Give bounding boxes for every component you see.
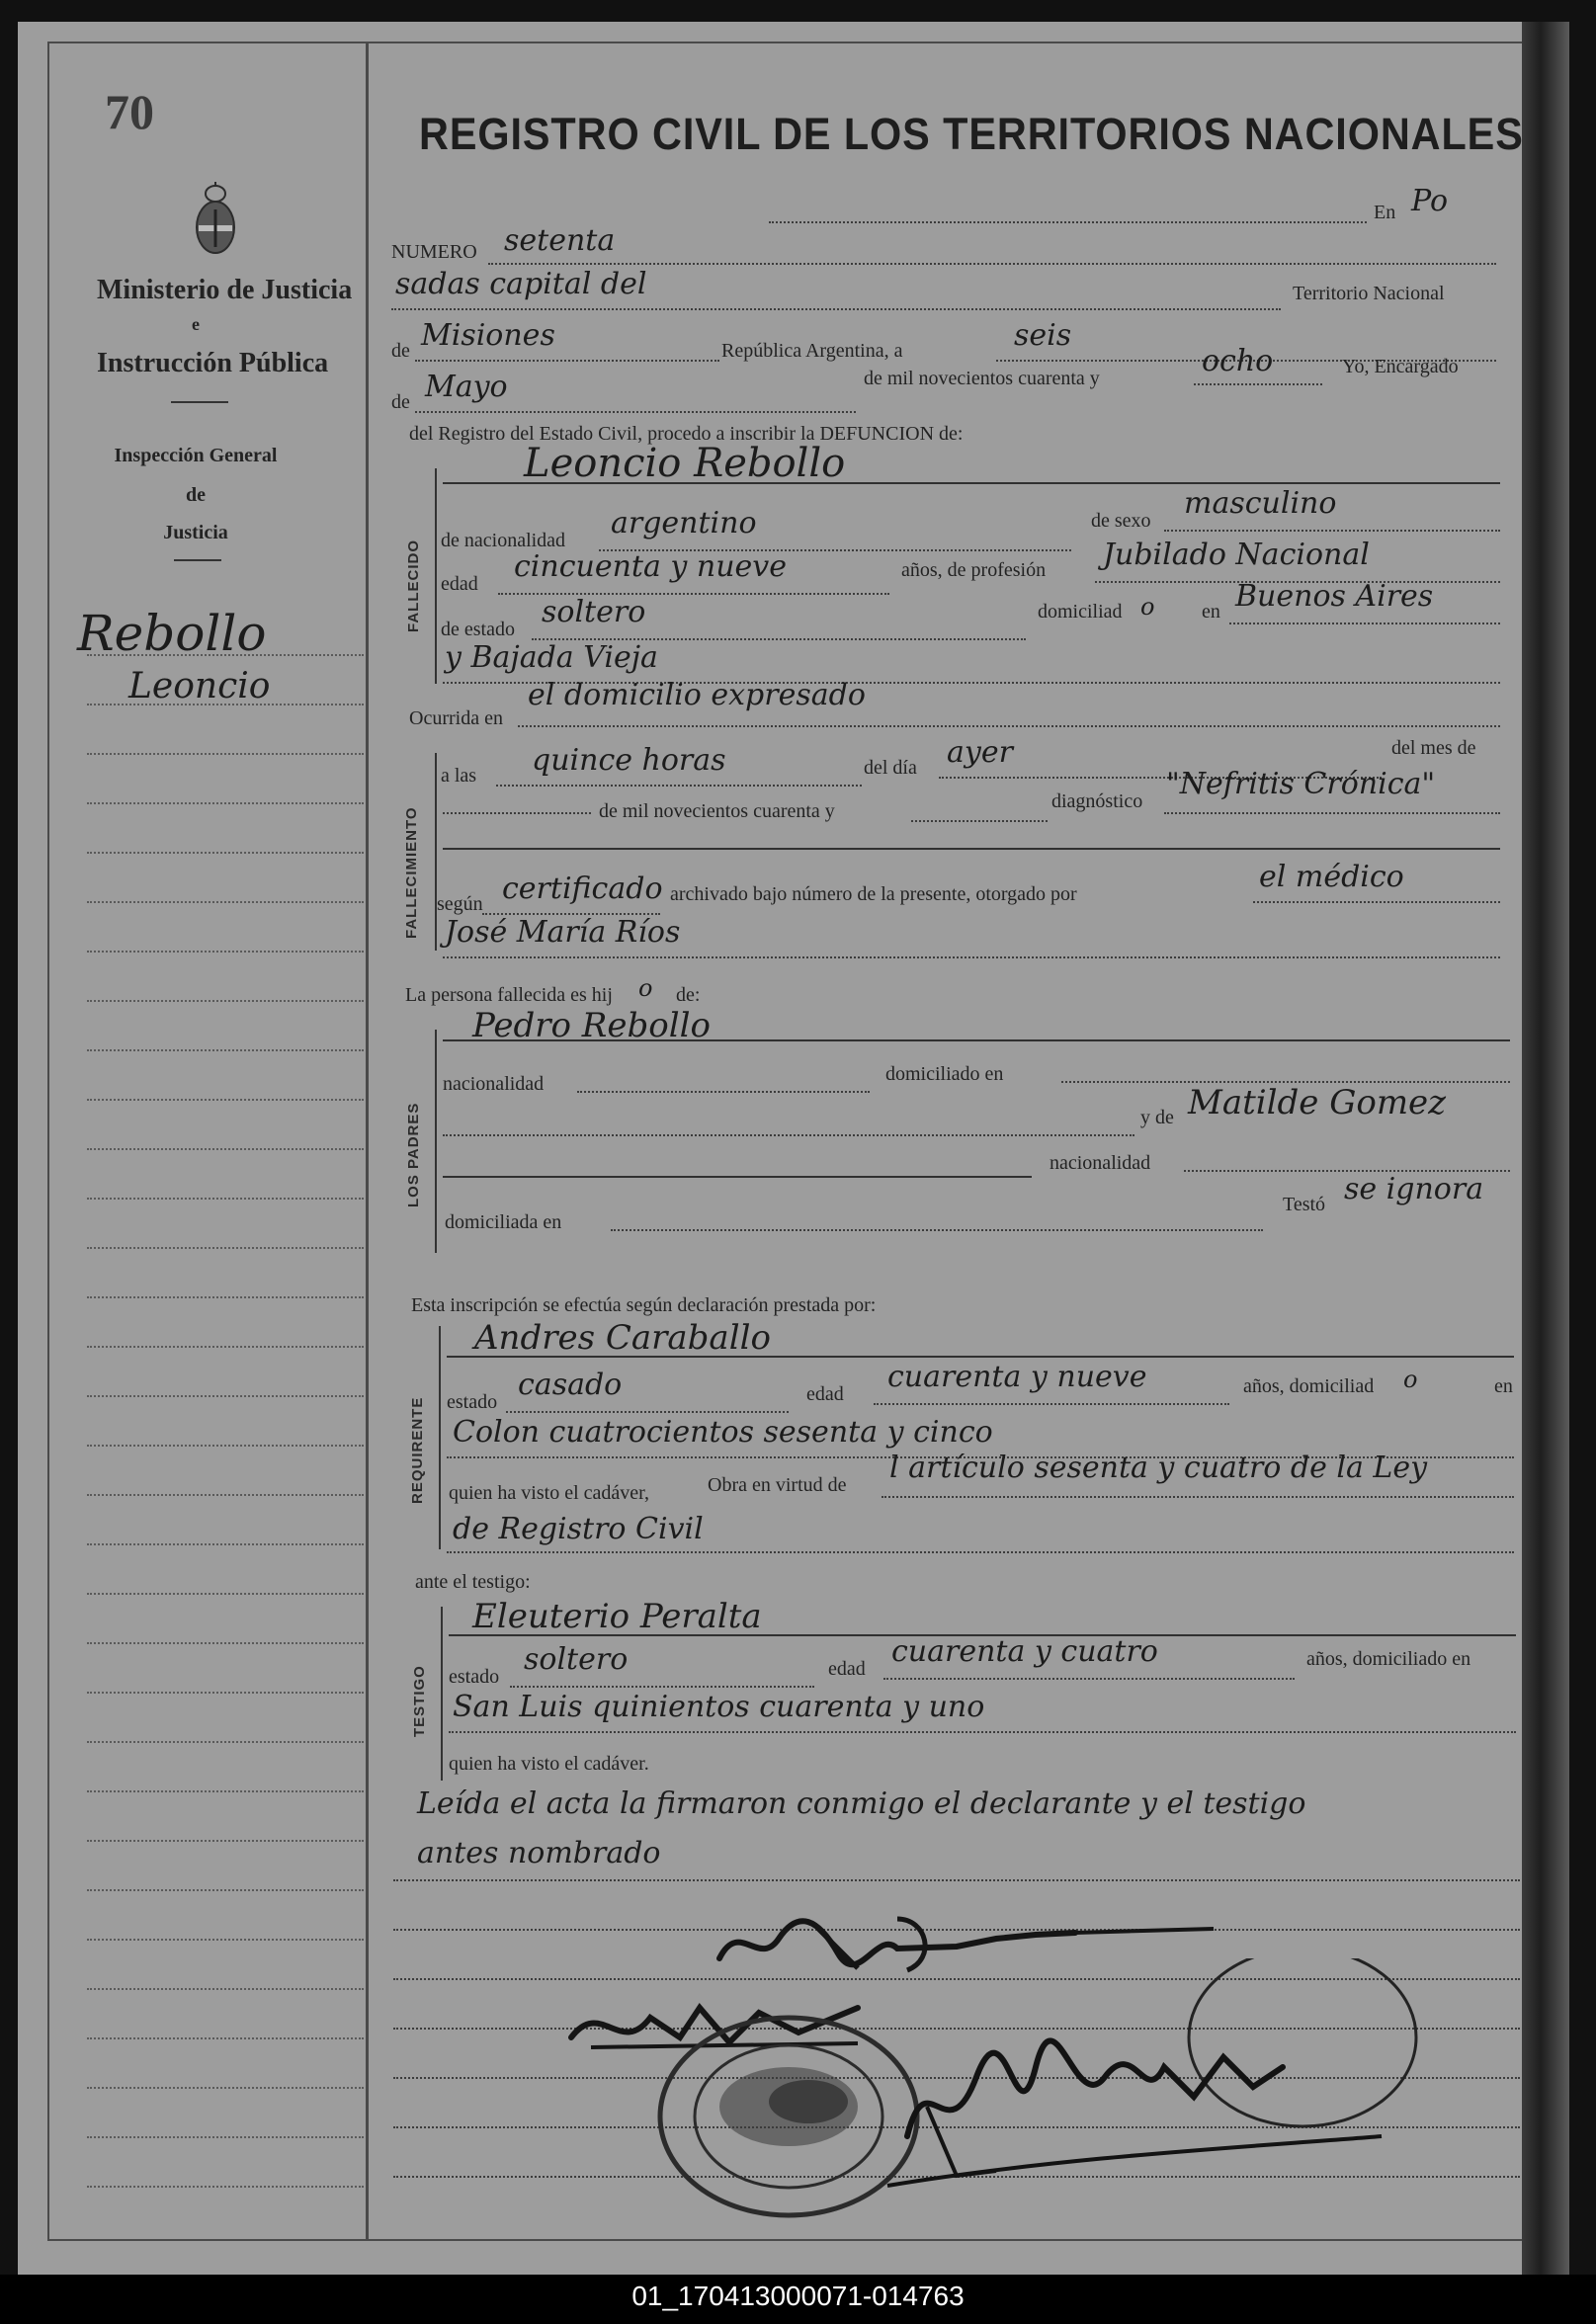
testigo-estado-label: estado [449, 1666, 500, 1688]
place-value: sadas capital del [395, 267, 647, 301]
requirente-name: Andres Caraballo [474, 1318, 771, 1358]
coat-of-arms-icon [191, 180, 240, 259]
domicile-label: domiciliad [1038, 601, 1123, 622]
archivado-label: archivado bajo número de la presente, otorgado por [670, 883, 1077, 905]
domicile-value: Buenos Aires [1235, 579, 1434, 614]
en-value: Po [1411, 184, 1449, 218]
testigo-intro: ante el testigo: [415, 1571, 531, 1593]
hour-label: a las [441, 765, 477, 787]
father-name: Pedro Rebollo [472, 1006, 711, 1045]
day-value: seis [1014, 318, 1072, 353]
republica-label: República Argentina, a [721, 340, 903, 362]
obra-label: Obra en virtud de [708, 1474, 847, 1496]
parents-bracket [435, 1030, 437, 1253]
inspection-conjunction: de [186, 484, 206, 506]
civil-status-label: de estado [441, 619, 515, 640]
registrar-signature [868, 1958, 1461, 2196]
book-spine [1522, 22, 1569, 2275]
testigo-bracket [441, 1607, 443, 1781]
testigo-section-label: TESTIGO [411, 1665, 428, 1737]
sex-label: de sexo [1091, 510, 1151, 532]
year-prefix-label: de mil novecientos cuarenta y [864, 368, 1100, 389]
closing-line-1: Leída el acta la firmaron conmigo el declarante y el testigo [417, 1786, 1306, 1821]
article-value: l artículo sesenta y cuatro de la Ley [889, 1451, 1428, 1485]
inspection-rule [174, 559, 221, 561]
requirente-edad-value: cuarenta y nueve [887, 1360, 1147, 1394]
image-id-caption: 01_170413000071-014763 [631, 2281, 965, 2311]
ministry-conjunction: e [192, 314, 200, 334]
de2-label: de [391, 391, 410, 413]
requirente-bracket [439, 1326, 441, 1549]
father-domicile-label: domiciliado en [885, 1063, 1004, 1085]
requirente-edad-label: edad [806, 1383, 844, 1405]
segun-label: según [437, 893, 483, 915]
territory-value: Misiones [421, 318, 555, 353]
mother-conjunction-label: y de [1140, 1107, 1174, 1128]
testigo-estado-value: soltero [524, 1642, 629, 1677]
numero-label: NUMERO [391, 241, 477, 263]
folio-number: 70 [105, 84, 154, 139]
mother-domicile-label: domiciliada en [445, 1211, 562, 1233]
month-label: del mes de [1391, 737, 1476, 759]
testigo-address: San Luis quinientos cuarenta y uno [453, 1690, 985, 1724]
death-year-label: de mil novecientos cuarenta y [599, 800, 835, 822]
day-of-death-value: ayer [947, 735, 1013, 770]
requirente-intro: Esta inscripción se efectúa según declaración prestada por: [411, 1294, 877, 1316]
diagnosis-label: diagnóstico [1051, 790, 1143, 812]
day-label: del día [864, 757, 917, 779]
margin-surname: Rebollo [77, 605, 267, 662]
margin-given-name: Leoncio [128, 666, 271, 706]
fallecimiento-bracket [435, 753, 437, 951]
age-label: edad [441, 573, 478, 595]
domicile-suffix: o [1140, 593, 1155, 621]
requirente-en-label: en [1494, 1375, 1513, 1397]
territorio-label: Territorio Nacional [1293, 283, 1445, 304]
ministry-title: Ministerio de Justicia [97, 275, 353, 305]
month-value: Mayo [425, 370, 508, 404]
hour-value: quince horas [532, 743, 726, 778]
domicile-value-line2: y Bajada Vieja [445, 640, 658, 675]
doctor-prefix: el médico [1259, 860, 1404, 894]
age-value: cincuenta y nueve [514, 549, 787, 584]
testigo-cadaver-label: quien ha visto el cadáver. [449, 1753, 649, 1775]
parents-intro-suffix: o [638, 974, 653, 1002]
nationality-value: argentino [611, 506, 757, 540]
ocurrida-value: el domicilio expresado [528, 678, 866, 712]
ocurrida-label: Ocurrida en [409, 707, 503, 729]
testo-label: Testó [1283, 1194, 1326, 1215]
parents-section-label: LOS PADRES [405, 1102, 422, 1207]
deceased-name: Leoncio Rebollo [524, 441, 846, 486]
testigo-edad-label: edad [828, 1658, 866, 1680]
father-nationality-label: nacionalidad [443, 1073, 545, 1095]
en-label: En [1374, 202, 1396, 223]
mother-nationality-label: nacionalidad [1050, 1152, 1151, 1174]
requirente-address: Colon cuatrocientos sesenta y cinco [453, 1415, 993, 1450]
closing-line-2: antes nombrado [417, 1836, 661, 1870]
requirente-domicile-suffix: o [1403, 1366, 1418, 1393]
registro-line: del Registro del Estado Civil, procedo a inscribir la DEFUNCION de: [409, 423, 964, 445]
fallecido-section-label: FALLECIDO [405, 540, 422, 632]
column-divider [366, 42, 369, 2239]
civil-status-value: soltero [542, 595, 646, 629]
diagnosis-value: "Nefritis Crónica" [1166, 767, 1436, 801]
law-value: de Registro Civil [453, 1512, 704, 1546]
domicile-en-label: en [1202, 601, 1220, 622]
testigo-name: Eleuterio Peralta [472, 1597, 762, 1636]
parents-intro-end: de: [676, 984, 701, 1006]
mother-name: Matilde Gomez [1188, 1083, 1447, 1122]
sex-value: masculino [1184, 486, 1337, 521]
cadaver-label: quien ha visto el cadáver, [449, 1482, 650, 1504]
requirente-section-label: REQUIRENTE [409, 1396, 426, 1504]
encargado-label: Yo, Encargado [1342, 356, 1459, 377]
testigo-domicile-label: años, domiciliado en [1306, 1648, 1471, 1670]
requirente-estado-label: estado [447, 1391, 498, 1413]
ministry-subtitle: Instrucción Pública [97, 348, 329, 378]
page-title: REGISTRO CIVIL DE LOS TERRITORIOS NACIONALES [419, 109, 1524, 159]
doctor-value: José María Ríos [445, 915, 681, 950]
nationality-label: de nacionalidad [441, 530, 566, 551]
profession-label: años, de profesión [901, 559, 1047, 581]
testigo-edad-value: cuarenta y cuatro [891, 1634, 1158, 1669]
parents-intro-label: La persona fallecida es hij [405, 984, 613, 1006]
certificate-value: certificado [502, 872, 663, 906]
testo-value: se ignora [1344, 1172, 1484, 1206]
de1-label: de [391, 340, 410, 362]
fallecimiento-section-label: FALLECIMIENTO [403, 806, 420, 939]
year-value: ocho [1202, 344, 1274, 378]
requirente-estado-value: casado [518, 1368, 623, 1402]
profession-value: Jubilado Nacional [1103, 538, 1370, 572]
numero-value: setenta [504, 223, 616, 258]
register-page [18, 22, 1569, 2275]
ministry-rule [171, 401, 228, 403]
inspection-title: Inspección General [114, 445, 278, 466]
inspection-subtitle: Justicia [163, 522, 228, 543]
fallecido-bracket [435, 468, 437, 684]
requirente-domicile-label: años, domiciliad [1243, 1375, 1375, 1397]
